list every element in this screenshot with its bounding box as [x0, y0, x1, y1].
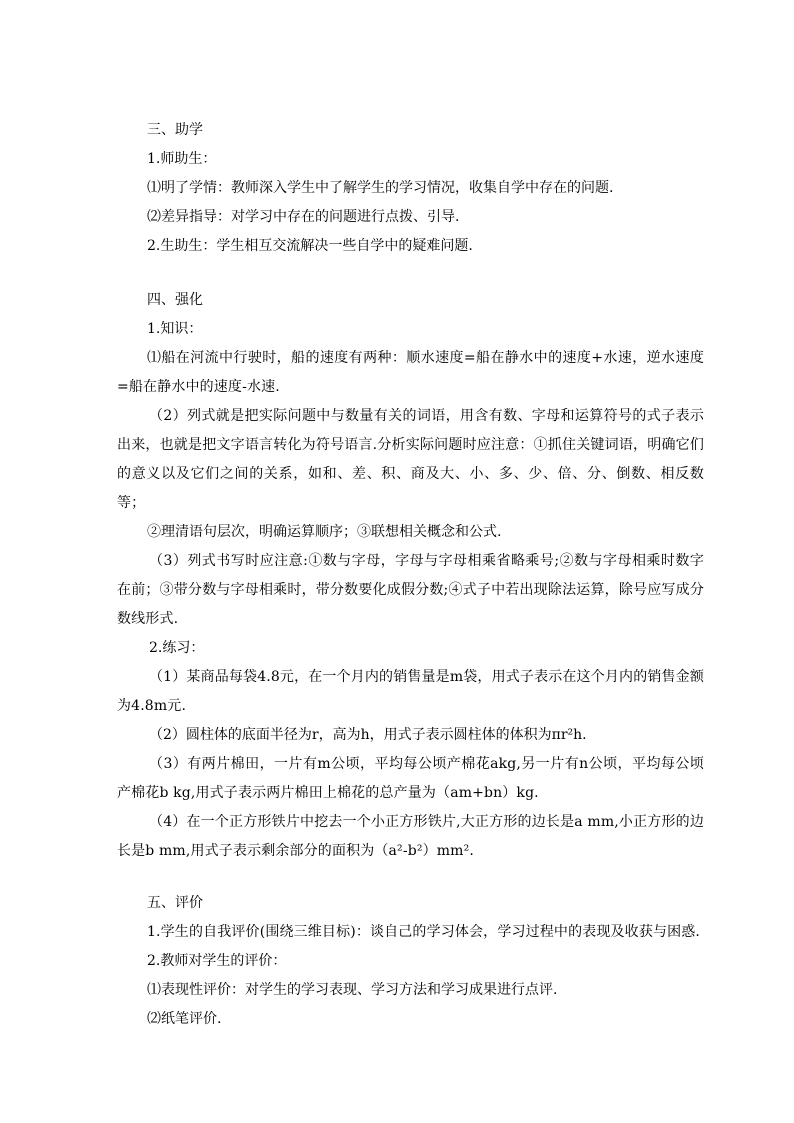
evaluation-item-2: 2.教师对学生的评价：	[147, 953, 287, 969]
evaluation-item-2-2: ⑵纸笔评价.	[147, 1011, 222, 1027]
section-3-title: 三、助学	[147, 122, 203, 138]
section-3-item-1-1: ⑴明了学情：教师深入学生中了解学生的学习情况，收集自学中存在的问题.	[147, 180, 614, 196]
section-3-item-1: 1.师助生：	[147, 151, 217, 167]
knowledge-paragraph-3: （3）列式书写时应注意:①数与字母，字母与字母相乘省略乘号;②数与字母相乘时数字在前；③带分数与字母相乘时，带分数要化成假分数;④式子中若出现除法运算，除号应写成分数线形式.	[117, 553, 704, 627]
knowledge-label: 1.知识：	[147, 321, 203, 337]
knowledge-paragraph-2: （2）列式就是把实际问题中与数量有关的词语，用含有数、字母和运算符号的式子表示出来，也就是把文字语言转化为符号语言.分析实际问题时应注意：①抓住关键词语，明确它们的意义以及它们之间的关系，如和、差、积、商及大、小、多、少、倍、分、倒数、相反数等；	[117, 408, 704, 511]
section-spacer	[117, 866, 704, 889]
knowledge-paragraph-2b: ②理清语句层次，明确运算顺序；③联想相关概念和公式.	[147, 524, 502, 540]
section-spacer	[117, 261, 704, 286]
evaluation-item-1: 1.学生的自我评价(围绕三维目标)：谈自己的学习体会，学习过程中的表现及收获与困惑.	[147, 924, 701, 940]
section-5-title: 五、评价	[147, 895, 203, 911]
practice-item-1: （1）某商品每袋4.8元，在一个月内的销售量是m袋，用式子表示在这个月内的销售金额为4.8m元.	[117, 669, 704, 714]
evaluation-item-2-1: ⑴表现性评价：对学生的学习表现、学习方法和学习成果进行点评.	[147, 982, 558, 998]
section-3-item-2: 2.生助生：学生相互交流解决一些自学中的疑难问题.	[147, 238, 473, 254]
section-4-title: 四、强化	[147, 292, 203, 308]
section-3-item-1-2: ⑵差异指导：对学习中存在的问题进行点拨、引导.	[147, 209, 460, 225]
knowledge-paragraph-1: ⑴船在河流中行驶时，船的速度有两种：顺水速度=船在静水中的速度+水速，逆水速度=船在静水中的速度-水速.	[117, 350, 704, 395]
practice-item-3: （3）有两片棉田，一片有m公顷，平均每公顷产棉花akg,另一片有n公顷，平均每公顷产棉花b kg,用式子表示两片棉田上棉花的总产量为（am+bn）kg.	[117, 756, 704, 801]
practice-item-4: （4）在一个正方形铁片中挖去一个小正方形铁片,大正方形的边长是a mm,小正方形的边长是b mm,用式子表示剩余部分的面积为（a²-b²）mm².	[117, 814, 704, 859]
practice-item-2: （2）圆柱体的底面半径为r，高为h，用式子表示圆柱体的体积为πr²h.	[149, 727, 587, 743]
practice-label: 2.练习：	[149, 640, 205, 656]
